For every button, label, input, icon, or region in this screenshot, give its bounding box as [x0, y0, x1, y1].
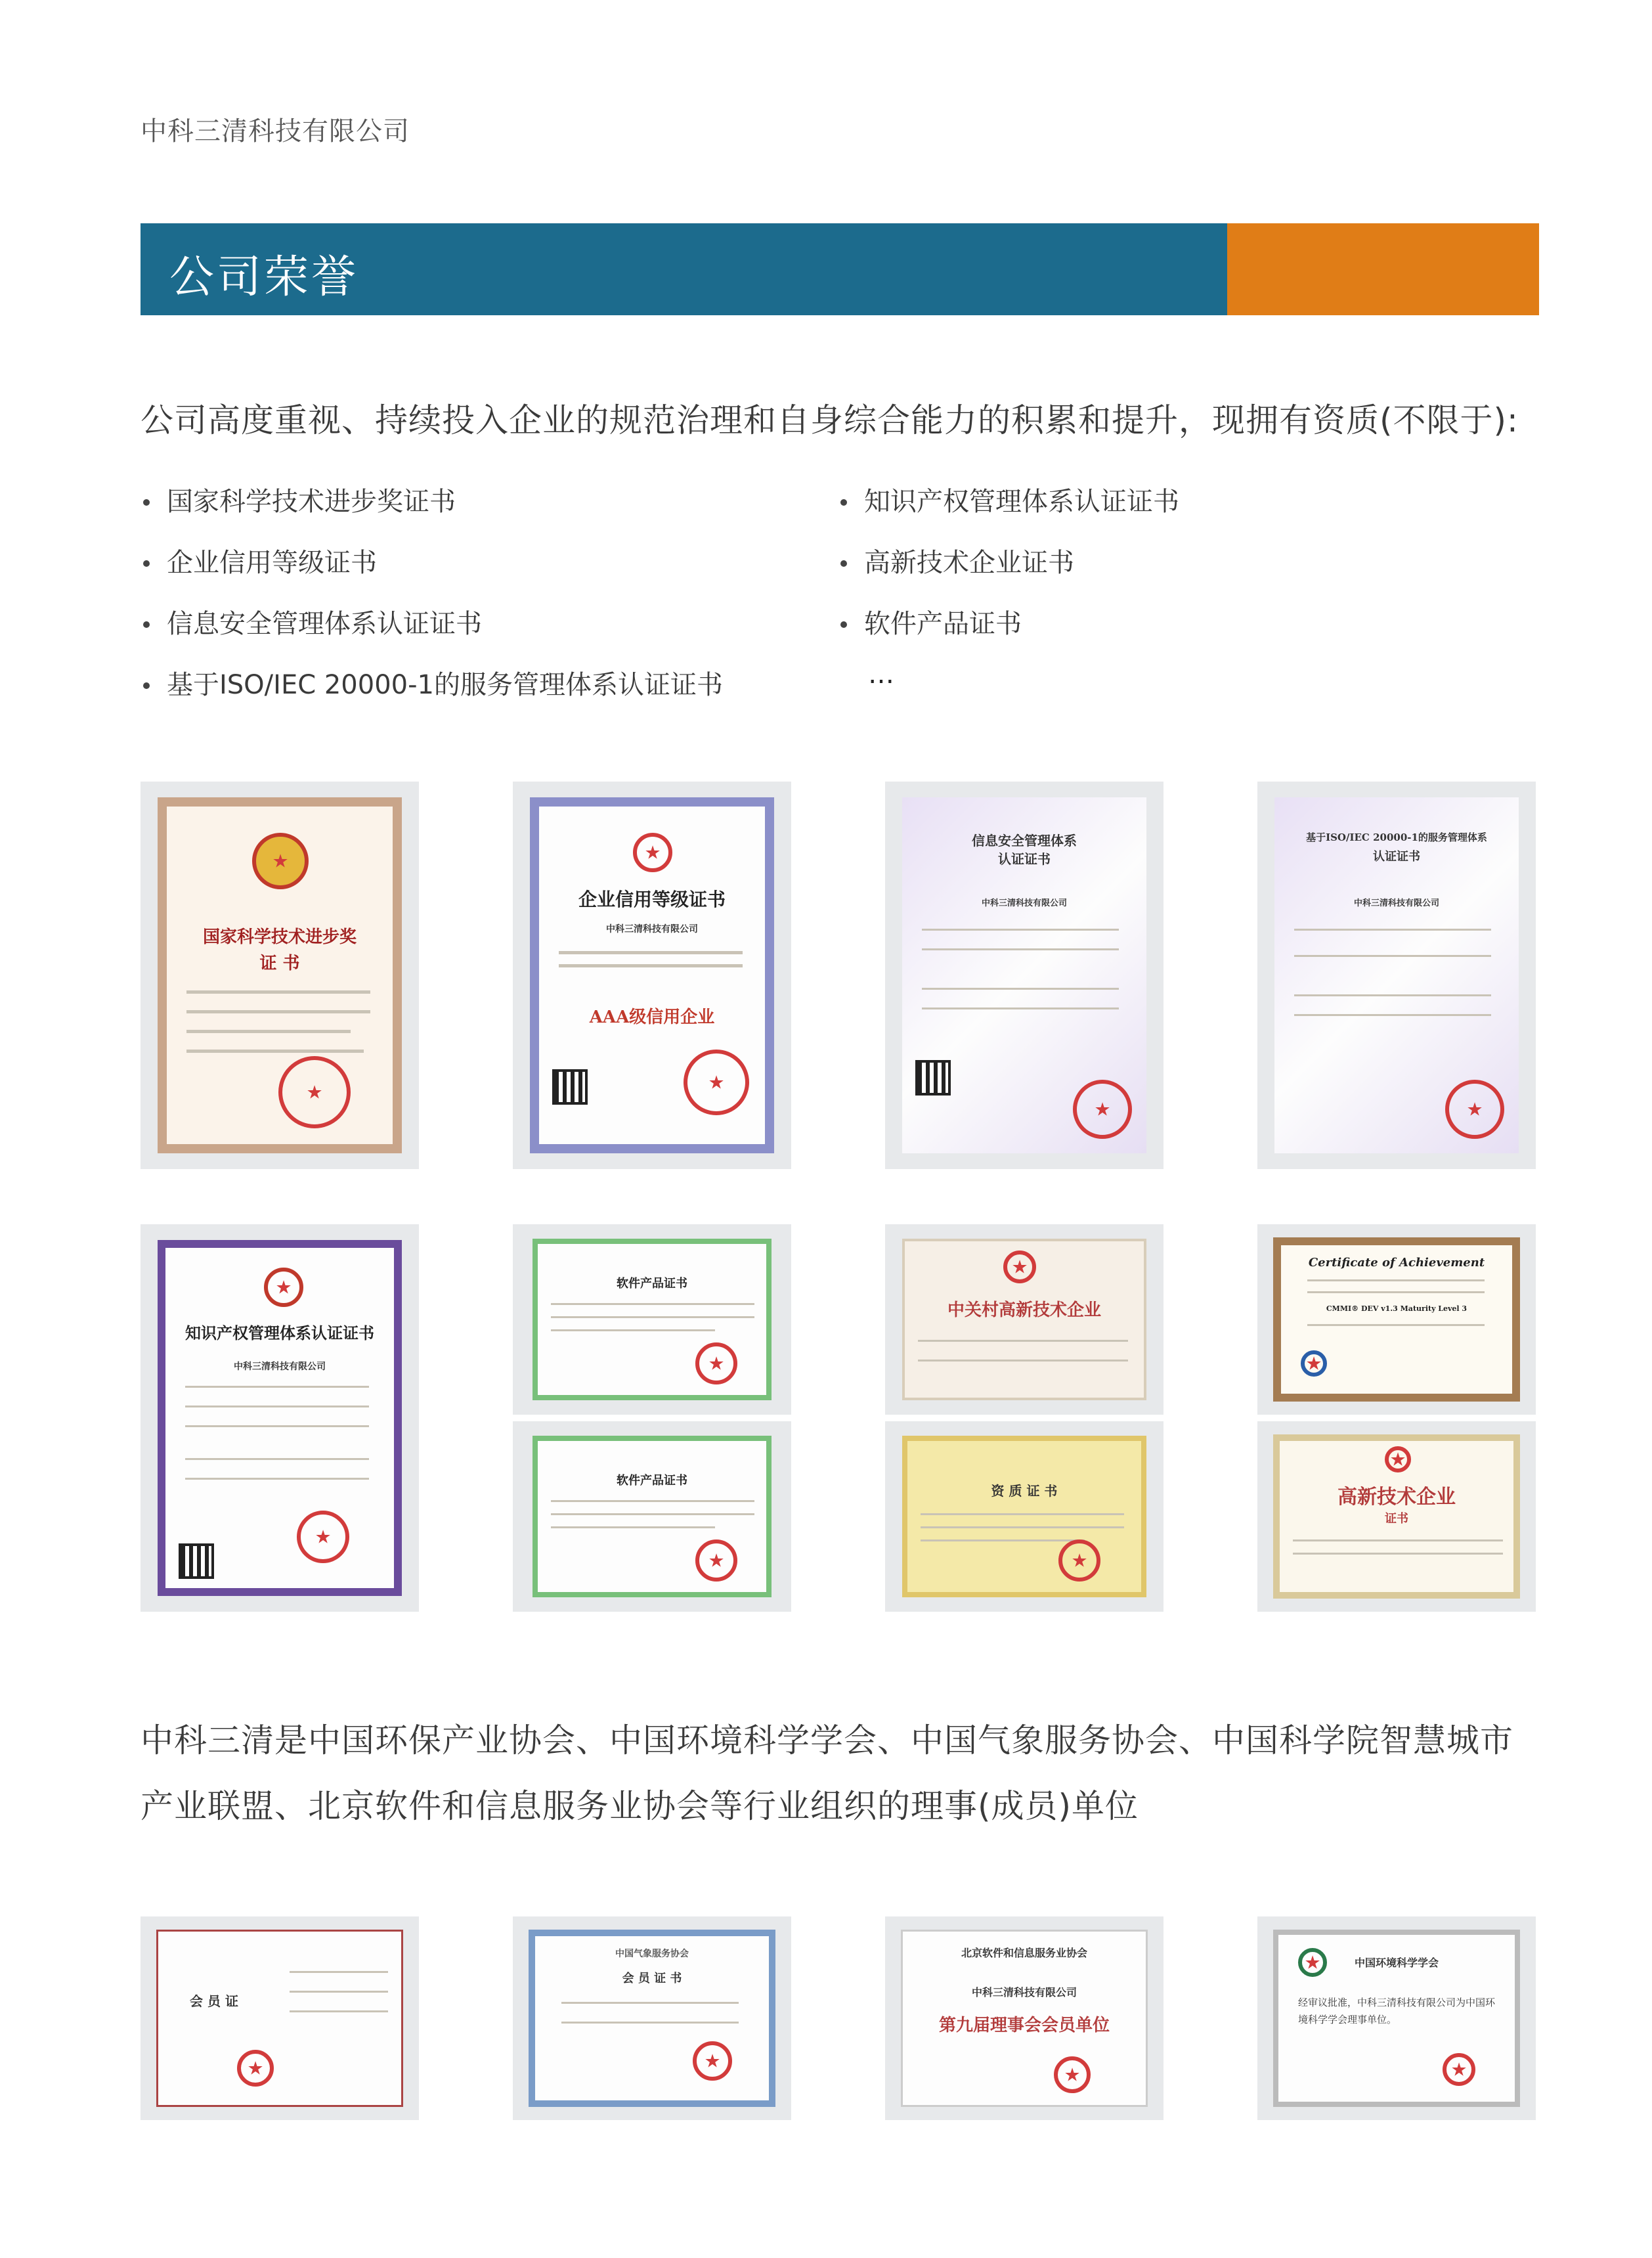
- seal-icon: [693, 2041, 732, 2081]
- cert-title: 会 员 证 书: [622, 1972, 682, 1985]
- seal-icon: [1073, 1080, 1132, 1139]
- seal-icon: [1445, 1080, 1504, 1139]
- cert-subtitle: CMMI® DEV v1.3 Maturity Level 3: [1326, 1304, 1467, 1313]
- seal-icon: [684, 1050, 749, 1115]
- cert-subtitle: 认证证书: [998, 851, 1051, 867]
- list-item: 软件产品证书: [838, 608, 1179, 669]
- list-item: 知识产权管理体系认证证书: [838, 486, 1179, 547]
- cert-title: 基于ISO/IEC 20000-1的服务管理体系: [1306, 831, 1487, 843]
- cert-title: 高新技术企业: [1337, 1486, 1456, 1509]
- section-title: 公司荣誉: [169, 252, 359, 303]
- list-item: 企业信用等级证书: [141, 547, 723, 608]
- cert-title: 国家科学技术进步奖: [202, 927, 357, 947]
- credit-logo-icon: [633, 833, 672, 872]
- cert-title: Certificate of Achievement: [1308, 1256, 1485, 1270]
- cert-subtitle: 证书: [1385, 1512, 1408, 1526]
- seal-icon: [695, 1539, 737, 1582]
- certificate-science-award: [141, 782, 419, 1169]
- high-tech-logo-icon: [1385, 1446, 1411, 1472]
- cert-title: 信息安全管理体系: [972, 833, 1077, 849]
- list-more: …: [868, 659, 897, 690]
- certificate-ip-management: [141, 1224, 419, 1612]
- cert-title: 企业信用等级证书: [578, 889, 726, 910]
- banner-accent: [1227, 223, 1539, 315]
- list-item: 国家科学技术进步奖证书: [141, 486, 723, 547]
- company-name: 中科三清科技有限公司: [141, 116, 410, 146]
- seal-icon: [237, 2050, 274, 2087]
- cert-title: 会 员 证: [190, 1993, 238, 2009]
- cert-org: 中国环境科学学会: [1354, 1957, 1439, 1969]
- cert-subtitle: 证 书: [259, 954, 300, 973]
- seal-icon: [278, 1056, 351, 1128]
- list-item: 信息安全管理体系认证证书: [141, 608, 723, 669]
- membership-cert-4: [1257, 1916, 1536, 2120]
- certificate-qualification: [885, 1421, 1163, 1612]
- cert-text: 经审议批准，中科三清科技有限公司为中国环境科学学会理事单位。: [1298, 1997, 1496, 2026]
- certificate-infosec: [885, 782, 1163, 1169]
- qualification-list-left: [141, 486, 723, 730]
- national-emblem-icon: [252, 833, 309, 889]
- cert-title: 软件产品证书: [617, 1277, 687, 1291]
- cert-company: 中科三清科技有限公司: [971, 1986, 1077, 1999]
- certificate-zhongguancun: [885, 1224, 1163, 1415]
- certificate-software-1: [513, 1224, 791, 1415]
- cert-company: 中科三清科技有限公司: [606, 924, 698, 935]
- seal-icon: [695, 1342, 737, 1384]
- cert-company: 中科三清科技有限公司: [1353, 898, 1439, 908]
- cmmi-logo-icon: [1301, 1350, 1327, 1377]
- membership-cert-3: [885, 1916, 1163, 2120]
- membership-cert-2: [513, 1916, 791, 2120]
- membership-text: 中科三清是中国环保产业协会、中国环境科学学会、中国气象服务协会、中国科学院智慧城市产业联盟、北京软件和信息服务业协会等行业组织的理事(成员)单位: [141, 1721, 1513, 1825]
- intro-text: 公司高度重视、持续投入企业的规范治理和自身综合能力的积累和提升，现拥有资质(不限于):: [141, 401, 1519, 439]
- certificate-credit-rating: [513, 782, 791, 1169]
- list-item: 基于ISO/IEC 20000-1的服务管理体系认证证书: [141, 669, 723, 730]
- seal-icon: [297, 1511, 349, 1563]
- section-banner: [141, 223, 1539, 315]
- cert-title: 中关村高新技术企业: [947, 1300, 1101, 1320]
- cert-grade: AAA级信用企业: [589, 1007, 715, 1027]
- list-item: 高新技术企业证书: [838, 547, 1179, 608]
- cert-company: 中科三清科技有限公司: [981, 898, 1067, 908]
- cert-title: 资 质 证 书: [991, 1483, 1058, 1499]
- zgc-logo-icon: [1003, 1251, 1036, 1283]
- cert-title: 知识产权管理体系认证证书: [185, 1323, 374, 1342]
- qualification-list-right: [838, 486, 1179, 669]
- seal-icon: [1058, 1539, 1100, 1582]
- seal-icon: [1443, 2053, 1475, 2086]
- cert-title: 软件产品证书: [617, 1474, 687, 1488]
- membership-cert-1: [141, 1916, 419, 2120]
- certificate-software-2: [513, 1421, 791, 1612]
- certificate-iso20000: [1257, 782, 1536, 1169]
- cert-org: 中国气象服务协会: [615, 1949, 689, 1959]
- certificate-high-tech: [1257, 1421, 1536, 1612]
- cert-org: 北京软件和信息服务业协会: [961, 1947, 1087, 1959]
- certificate-cmmi: [1257, 1224, 1536, 1415]
- cz-logo-icon: [264, 1268, 303, 1307]
- cert-company: 中科三清科技有限公司: [234, 1361, 326, 1372]
- seal-icon: [1054, 2056, 1091, 2093]
- cert-title: 第九届理事会会员单位: [938, 2016, 1110, 2035]
- cert-subtitle: 认证证书: [1373, 850, 1420, 864]
